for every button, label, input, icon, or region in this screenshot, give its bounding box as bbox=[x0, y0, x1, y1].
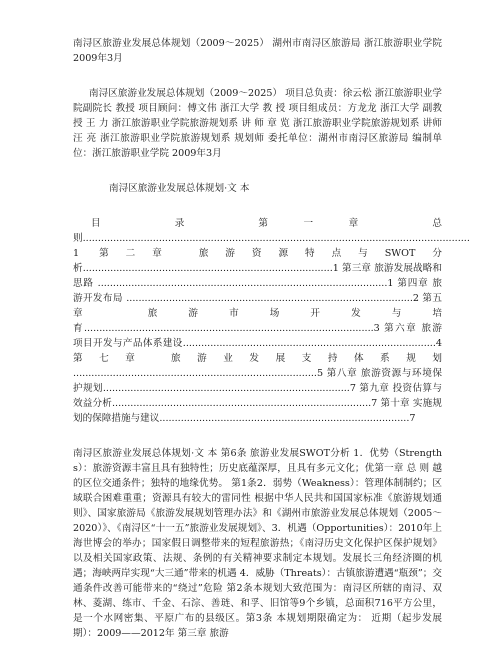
toc-entries: ...............................................................................................................................1 第二章 旅游资源特点与SWOT分析..................................................................................1 第三章 旅游发展战略和思路 ...............................................................................................1 第四章 旅游开发布局 ..............................................................................................2 第五章 旅游市场开发与培育...............................................................................................3 第六章 旅游项目开发与产品体系建设...................................................................................4 第七章 旅游业发展支持体系规划 ................................................................................5 第八章 旅游资源与环境保护规划.................................................................................7 第九章 投资估算与效益分析.....................................................................................7 第十章 实施规划的保障措施与建议..................................................................................7 bbox=[73, 233, 470, 424]
toc-heading: 目 录 第一章 总则 bbox=[73, 218, 442, 244]
document-subtitle: 南浔区旅游业发展总体规划·文 本 bbox=[109, 183, 250, 194]
project-team-paragraph: 南浔区旅游业发展总体规划（2009～2025） 项目总负责：徐云松 浙江旅游职业学院副院长 教授 项目顾问：傅文伟 浙江大学 教 授 项目组成员：方龙龙 浙江大学 副教授 王 力 浙江旅游职业学院旅游规划系 讲 师 章 览 浙江旅游职业学院旅游规划系 讲师 汪 亮 浙江旅游职业学院旅游规划系 规划师 委托单位：湖州市南浔区旅游局 编制单位：浙江旅游职业学院 2009年3月 bbox=[73, 88, 442, 159]
table-of-contents bbox=[73, 216, 470, 426]
body-text: 南浔区旅游业发展总体规划·文 本 第6条 旅游业发展SWOT分析 1．优势（Strengths）：旅游资源丰富且具有独特性；历史底蕴深厚，且具有多元文化；优第一章 总 则 越的区位交通条件；独特的地缘优势。 第1条2．弱势（Weakness）：管理体制制约；区域联合困难重重；资源具有较大的雷同性 根据中华人民共和国国家标准《旅游规划通则》、国家旅游局《旅游发展规划管理办法》和《湖州市旅游业发展总体规划（2005～2020）》、《南浔区“十一五”旅游业发展规划》、3．机遇（Opportunities）：2010年上海世博会的举办；国家假日调整带来的短程旅游热；《南浔历史文化保护区保护规划》以及相关国家政策、法规、条例的有关精神要求制定本规划。发展长三角经济圈的机遇；海峡两岸实现“大三通”带来的机遇 4．威胁（Threats）：古镇旅游遭遇“瓶颈”；交通条件改善可能带来的“绕过”危险 第2条本规划大致范围为：南浔区所辖的南浔、双林、菱湖、练市、千金、石淙、善琏、和孚、旧馆等9个乡镇，总面积716平方公里，是一个水网密集、平原广布的县级区。第3条 本规划期限确定为： 近期（起步发展期）：2009——2012年 第三章 旅游 bbox=[73, 448, 442, 639]
intro-paragraph: 南浔区旅游业发展总体规划（2009～2025） 湖州市南浔区旅游局 浙江旅游职业学院 2009年3月 bbox=[73, 38, 442, 64]
